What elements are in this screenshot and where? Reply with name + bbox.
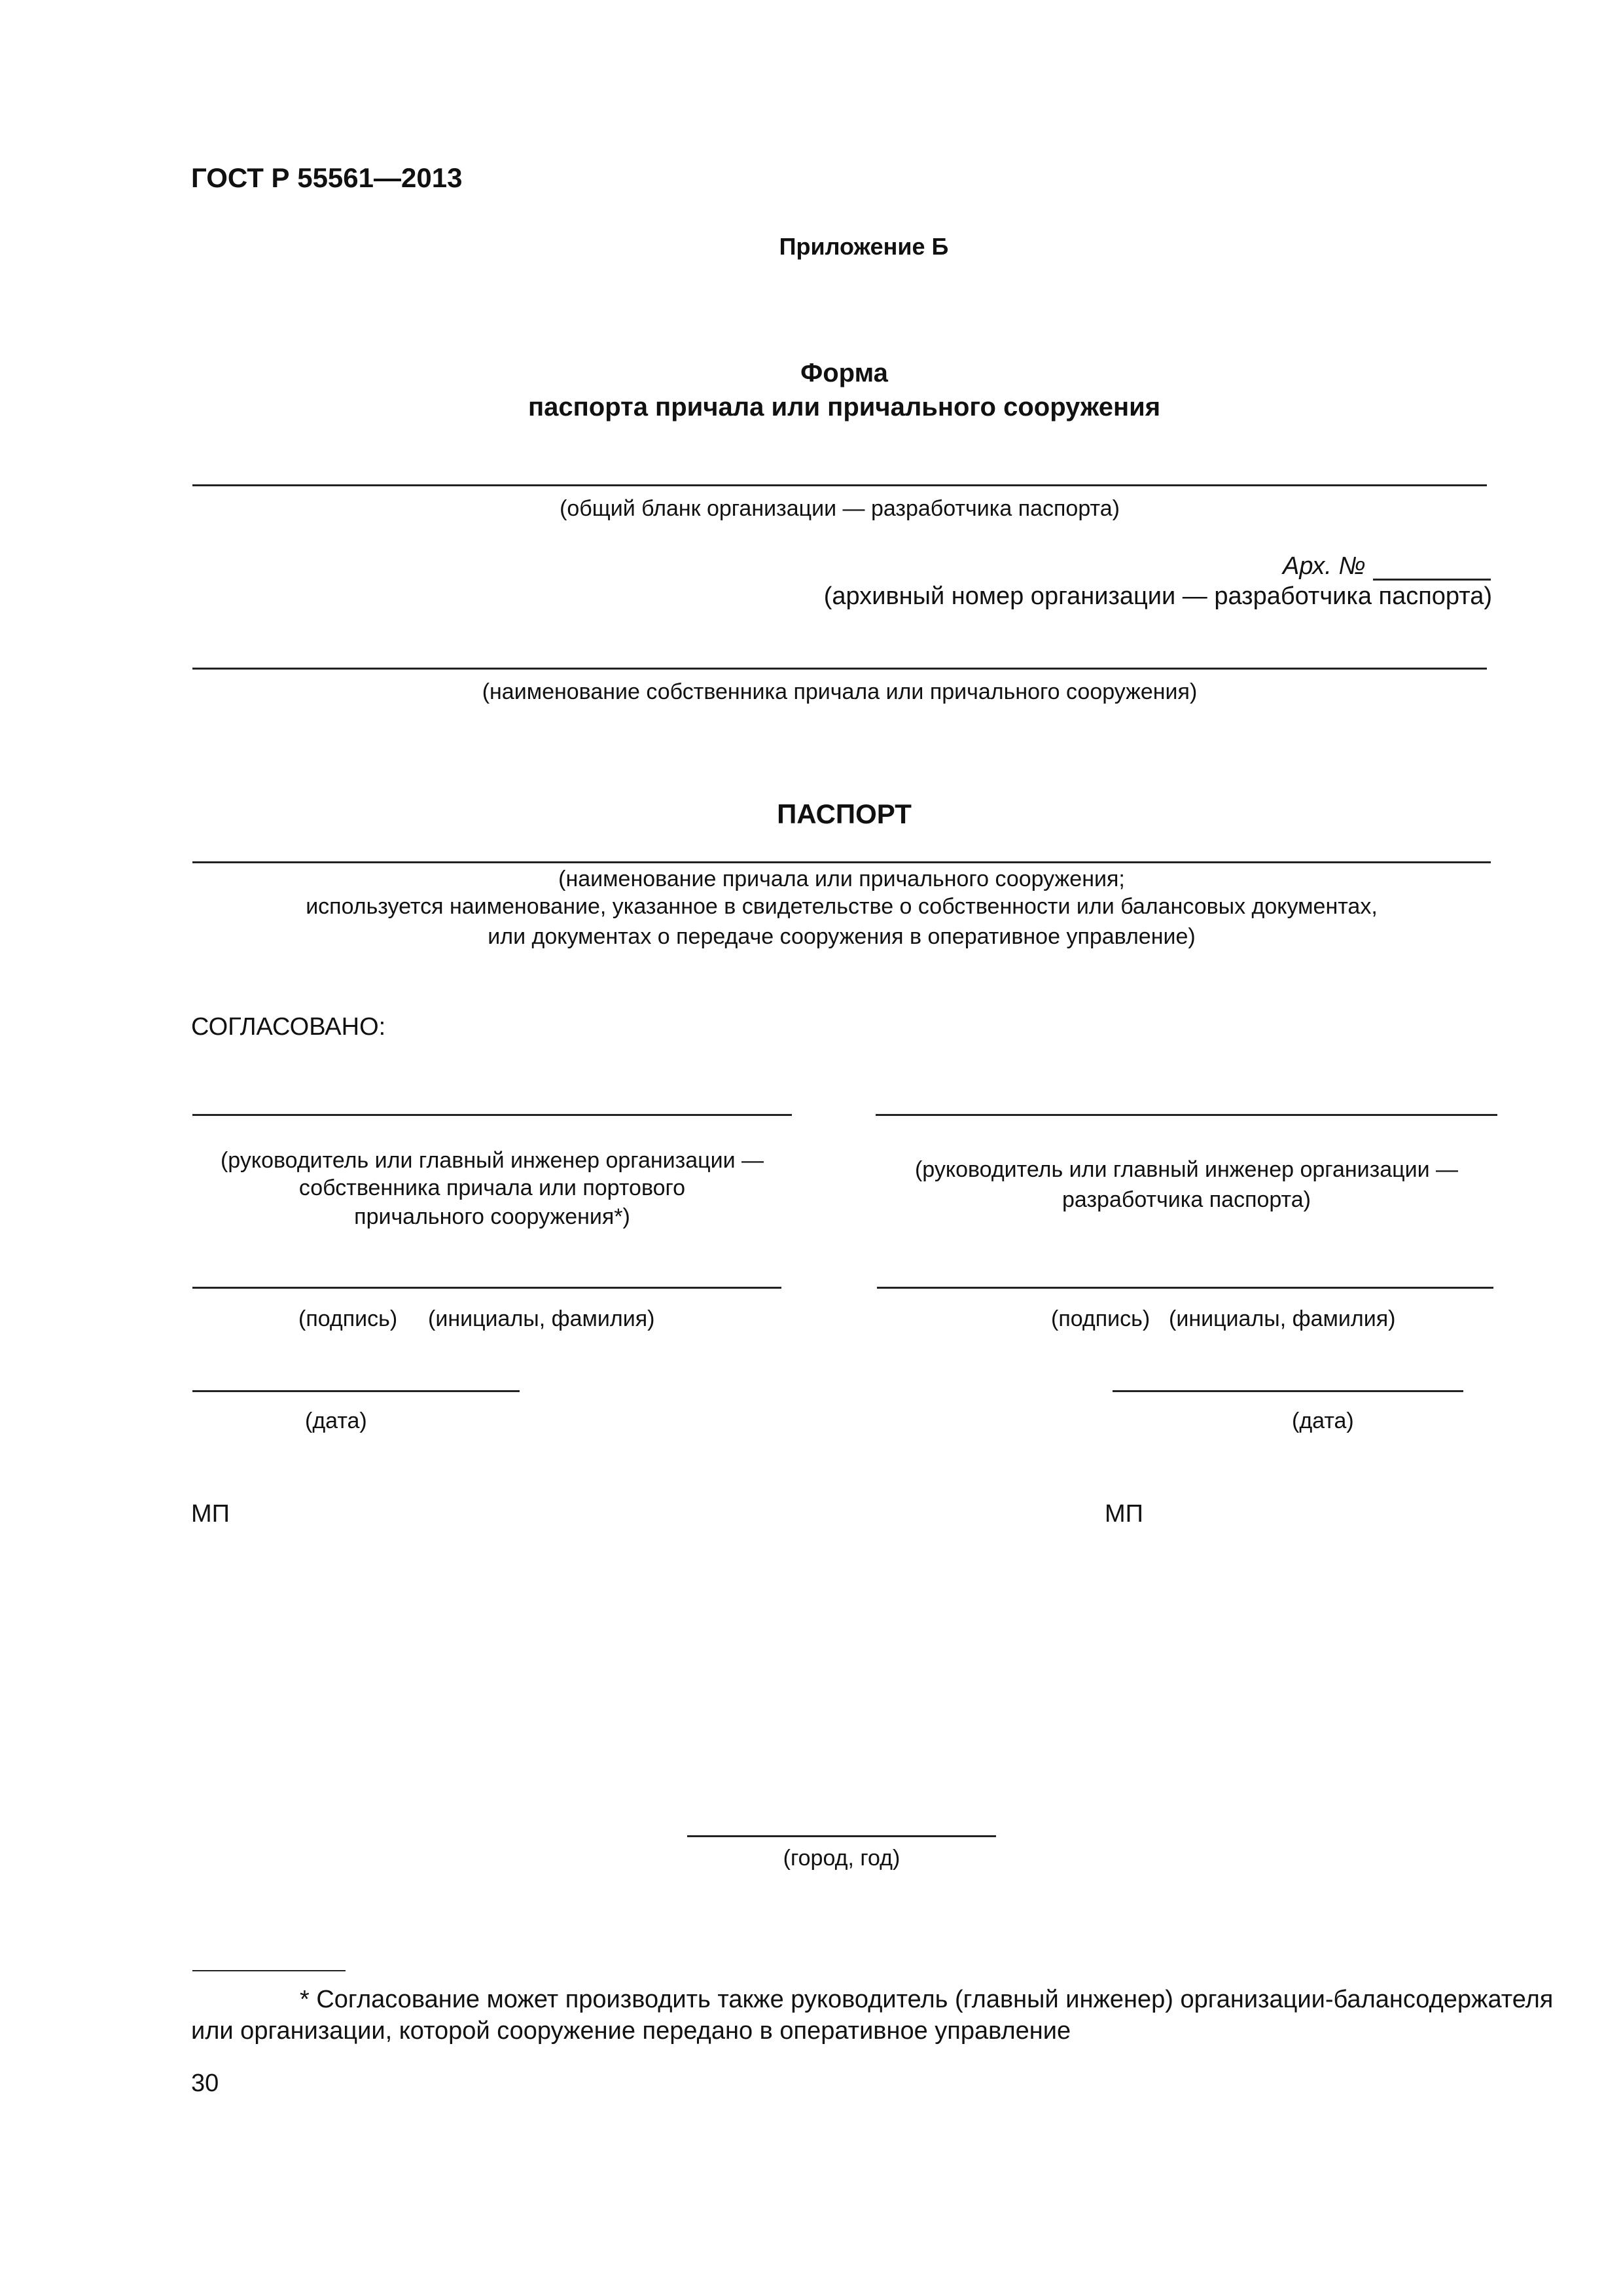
page-number: 30	[191, 2070, 219, 2097]
right-stamp-label: МП	[1105, 1500, 1143, 1528]
right-date-line	[1113, 1390, 1463, 1392]
passport-caption-line2: используется наименование, указанное в свидетельстве о собственности или балансовых документах,	[306, 894, 1378, 919]
city-year-caption: (город, год)	[783, 1846, 901, 1871]
passport-caption-line1: (наименование причала или причального сооружения;	[558, 867, 1125, 891]
right-date-caption: (дата)	[1292, 1408, 1354, 1433]
footnote-separator	[192, 1970, 346, 1971]
appendix-label: Приложение Б	[779, 233, 949, 260]
standard-header: ГОСТ Р 55561—2013	[191, 162, 463, 193]
left-date-caption: (дата)	[305, 1408, 367, 1433]
left-role-caption-line3: причального сооружения*)	[354, 1204, 630, 1229]
left-signature-line	[192, 1287, 781, 1289]
passport-name-line	[192, 861, 1491, 863]
org-blank-line	[192, 484, 1487, 486]
right-initials-caption: (инициалы, фамилия)	[1169, 1306, 1396, 1331]
archive-number-line	[1373, 579, 1491, 581]
right-signature-caption: (подпись)	[1051, 1306, 1150, 1331]
right-signature-line	[877, 1287, 1493, 1289]
city-year-line	[687, 1835, 996, 1837]
left-signature-caption: (подпись)	[298, 1306, 398, 1331]
left-role-caption-line1: (руководитель или главный инженер организации —	[220, 1148, 764, 1173]
right-role-caption-line2: разработчика паспорта)	[1062, 1187, 1311, 1212]
left-initials-caption: (инициалы, фамилия)	[428, 1306, 655, 1331]
passport-title: ПАСПОРТ	[777, 798, 912, 829]
left-date-line	[192, 1390, 520, 1392]
right-role-caption-line1: (руководитель или главный инженер организации —	[914, 1157, 1459, 1182]
left-stamp-label: МП	[191, 1500, 230, 1528]
approval-heading: СОГЛАСОВАНО:	[191, 1013, 386, 1041]
form-title-line2: паспорта причала или причального сооружения	[527, 393, 1161, 422]
footnote-line2: или организации, которой сооружение передано в оперативное управление	[191, 2017, 1071, 2045]
passport-caption-line3: или документах о передаче сооружения в оперативное управление)	[488, 924, 1196, 949]
footnote-line1: * Согласование может производить также руководитель (главный инженер) организации-балансодержателя	[300, 1986, 1554, 2013]
form-title-line1: Форма	[800, 359, 888, 387]
owner-name-line	[192, 668, 1487, 670]
archive-number-caption: (архивный номер организации — разработчика паспорта)	[823, 583, 1492, 610]
archive-label: Арх. №	[1283, 552, 1366, 580]
left-role-caption-line2: собственника причала или портового	[298, 1175, 686, 1200]
left-role-line	[192, 1114, 792, 1116]
owner-name-caption: (наименование собственника причала или причального сооружения)	[482, 679, 1198, 704]
org-blank-caption: (общий бланк организации — разработчика паспорта)	[560, 496, 1120, 521]
right-role-line	[876, 1114, 1497, 1116]
